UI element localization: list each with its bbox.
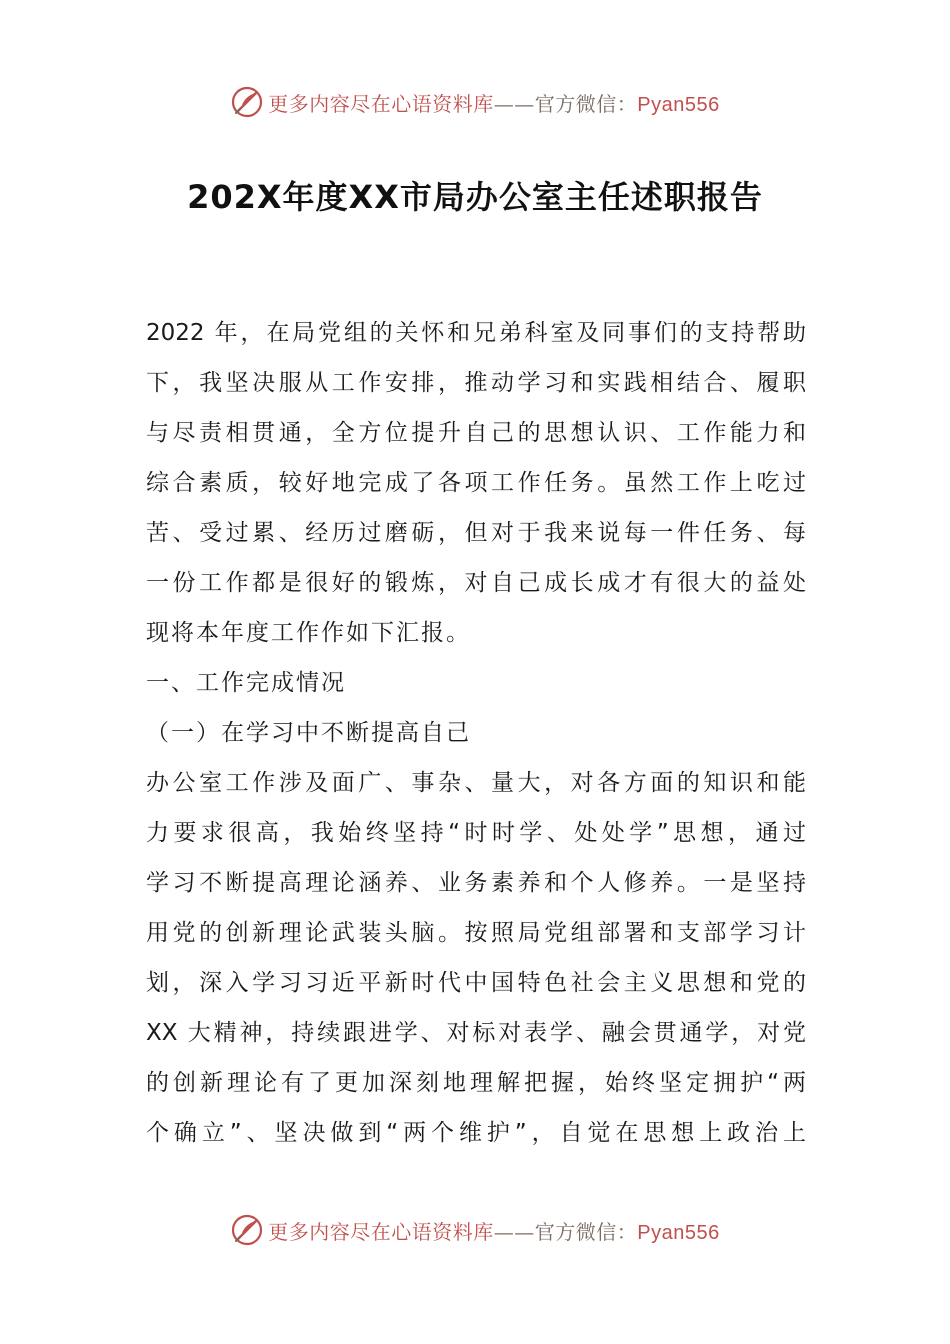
footer-banner [0, 1208, 950, 1252]
banner-text [268, 1216, 719, 1245]
body-text-line: 综合素质，较好地完成了各项工作任务。虽然工作上吃过 [146, 470, 806, 496]
quill-logo-icon [230, 1213, 264, 1247]
document-title: 202X年度XX市局办公室主任述职报告 [187, 178, 763, 216]
body-text-line: 个确立”、坚决做到“两个维护”，自觉在思想上政治上 [146, 1120, 806, 1146]
banner-wechat-id: Pyan556 [637, 1221, 720, 1244]
body-text-line: 划，深入学习习近平新时代中国特色社会主义思想和党的 [146, 970, 806, 996]
banner-wechat-id: Pyan556 [637, 93, 720, 116]
banner-text [268, 88, 719, 117]
document-body [146, 308, 806, 1158]
quill-logo-icon [230, 85, 264, 119]
body-text-line: 学习不断提高理论涵养、业务素养和个人修养。一是坚持 [146, 870, 806, 896]
banner-official-label: 官方微信： [534, 1219, 638, 1244]
body-text-line: 力要求很高，我始终坚持“时时学、处处学”思想，通过 [146, 820, 806, 846]
banner-main-text: 更多内容尽在心语资料库 [268, 1219, 494, 1244]
body-text-line: 一份工作都是很好的锻炼，对自己成长成才有很大的益处 [146, 570, 806, 596]
body-text-line: 一、工作完成情况 [146, 670, 346, 696]
body-text-line: 2022 年，在局党组的关怀和兄弟科室及同事们的支持帮助 [146, 320, 806, 346]
body-text-line: 用党的创新理论武装头脑。按照局党组部署和支部学习计 [146, 920, 806, 946]
banner-dash: —— [493, 91, 535, 116]
banner-official-label: 官方微信： [534, 91, 638, 116]
body-text-line: XX 大精神，持续跟进学、对标对表学、融会贯通学，对党 [146, 1020, 806, 1046]
body-text-line: 的创新理论有了更加深刻地理解把握，始终坚定拥护“两 [146, 1070, 806, 1096]
body-text-line: 办公室工作涉及面广、事杂、量大，对各方面的知识和能 [146, 770, 806, 796]
body-text-line: 苦、受过累、经历过磨砺，但对于我来说每一件任务、每 [146, 520, 806, 546]
body-text-line: （一）在学习中不断提高自己 [146, 720, 471, 746]
header-banner [0, 80, 950, 124]
body-text-line: 与尽责相贯通，全方位提升自己的思想认识、工作能力和 [146, 420, 806, 446]
body-text-line: 现将本年度工作作如下汇报。 [146, 620, 471, 646]
banner-dash: —— [493, 1219, 535, 1244]
body-text-line: 下，我坚决服从工作安排，推动学习和实践相结合、履职 [146, 370, 806, 396]
banner-main-text: 更多内容尽在心语资料库 [268, 91, 494, 116]
